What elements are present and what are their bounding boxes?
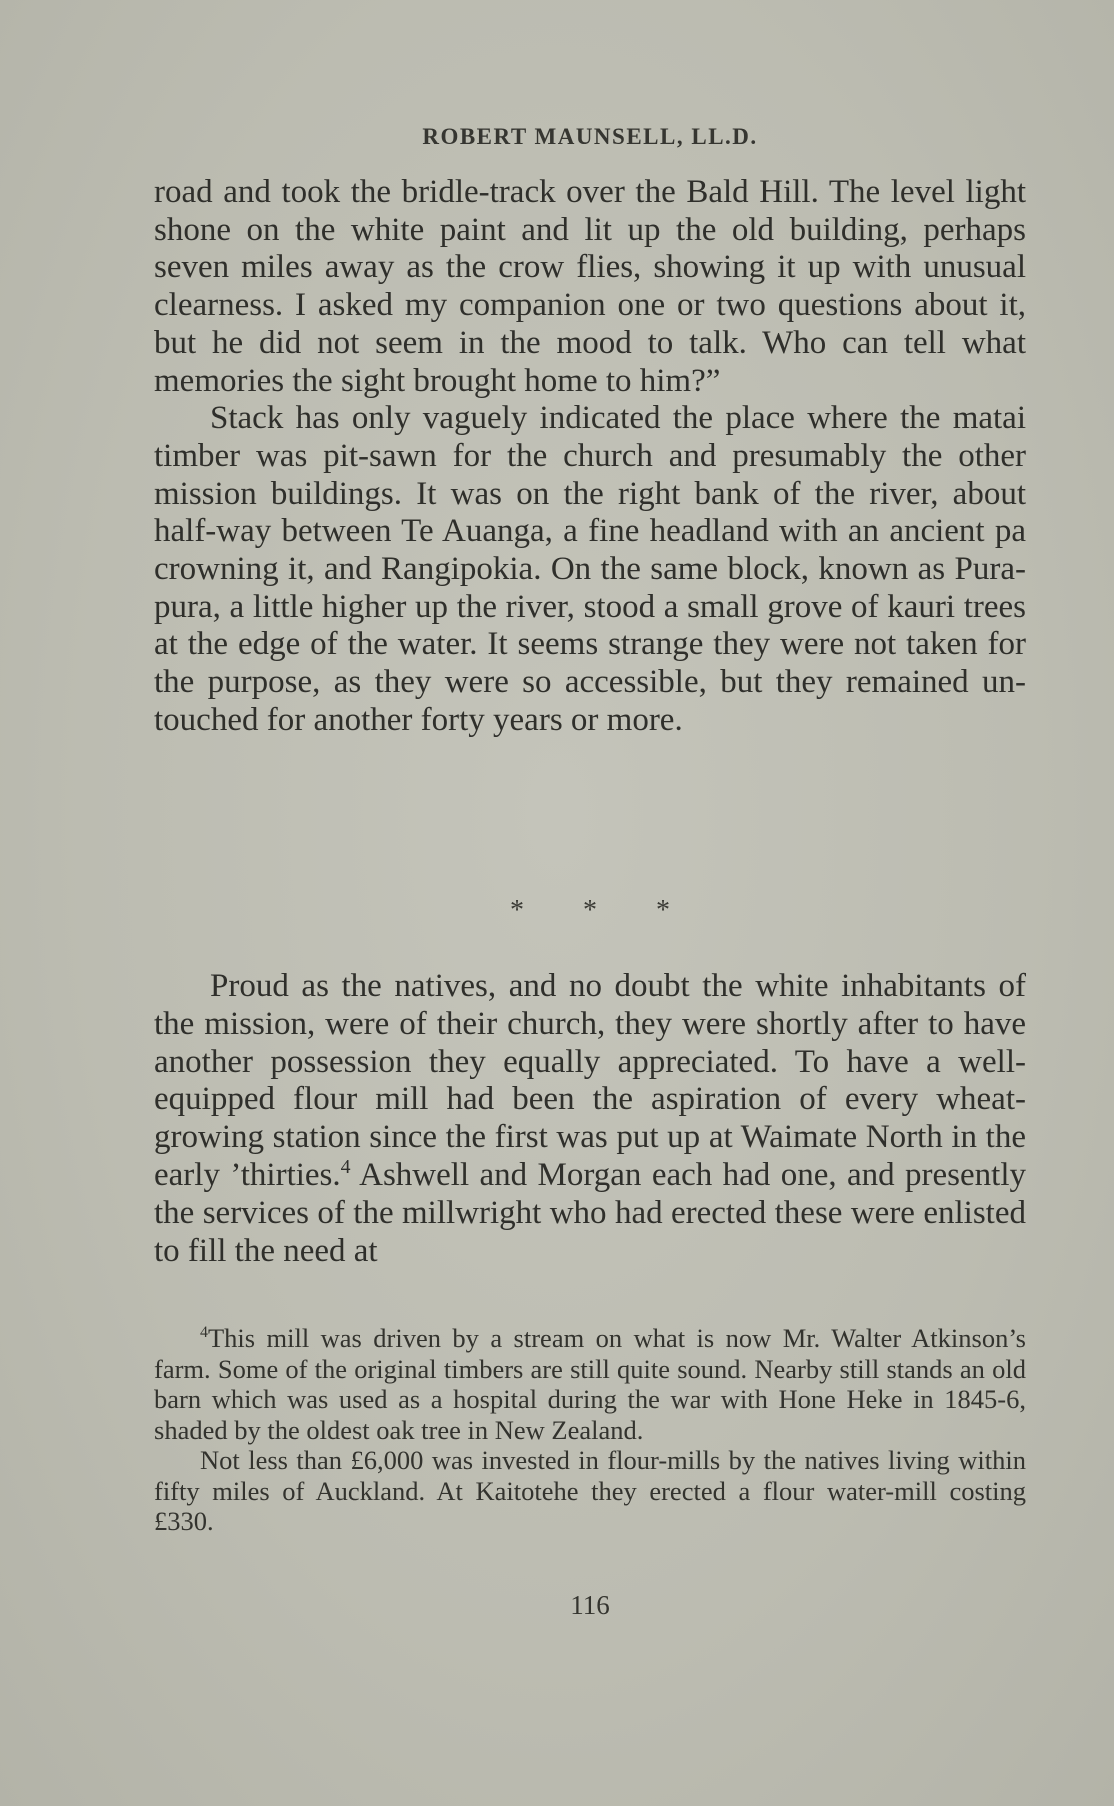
body-text-bottom [154,968,1026,1270]
footnotes [154,1323,1026,1537]
paragraph-stack: Stack has only vaguely indicated the place where the matai timber was pit-sawn for the church and presumably the other mission buildings. It was on the right bank of the river, about half-way between Te Auanga, a fine headland with an ancient pa crowning it, and Rangipokia. On the same block, known as Pura-pura, a little higher up the river, stood a small grove of kauri trees at the edge of the water. It seems strange they were not taken for the purpose, as they were so accessible, but they remained un-touched for another forty years or more. [154,400,1026,738]
footnote-continuation [154,1445,1026,1537]
paragraph-continued: road and took the bridle-track over the Bald Hill. The level light shone on the white paint and lit up the old building, perhaps seven miles away as the crow flies, showing it up with unusual clearness. I asked my companion one or two questions about it, but he did not seem in the mood to talk. Who can tell what memories the sight brought home to him?” [154,174,1026,399]
paragraph-text-before-note: Proud as the natives, and no doubt the white inhabitants of the mission, were of their church, they were shortly after to have another possession they equally appreciated. To have a well-equipped flour mill had been the aspiration of every wheat-growing station since the first was put up at Waimate North in the early ’thirties. [154,968,1026,1193]
running-head: ROBERT MAUNSELL, LL.D. [422,124,758,149]
footnote-marker: 4 [200,1324,208,1342]
footnote [154,1323,1026,1445]
paragraph-text-after-note: Ashwell and Morgan each had one, and presently the services of the millwright who had erected these were enlisted to fill the need at [154,1156,1027,1269]
footnote-text: Not less than £6,000 was invested in flour-mills by the natives living within fifty miles of Auckland. At Kaitotehe they erected a flour water-mill costing £330. [154,1445,1026,1536]
section-break: * * * [510,895,670,926]
paragraph-proud [154,968,1026,1270]
footnote-text: This mill was driven by a stream on what is now Mr. Walter Atkinson’s farm. Some of the original timbers are still quite sound. Nearby still stands an old barn which was used as a hospital during the war with Hone Heke in 1845-6, shaded by the oldest oak tree in New Zealand. [154,1323,1026,1445]
book-page [154,0,1026,1806]
page-number: 116 [570,1590,610,1620]
body-text-top [154,174,1026,740]
footnote-reference: 4 [340,1155,351,1178]
